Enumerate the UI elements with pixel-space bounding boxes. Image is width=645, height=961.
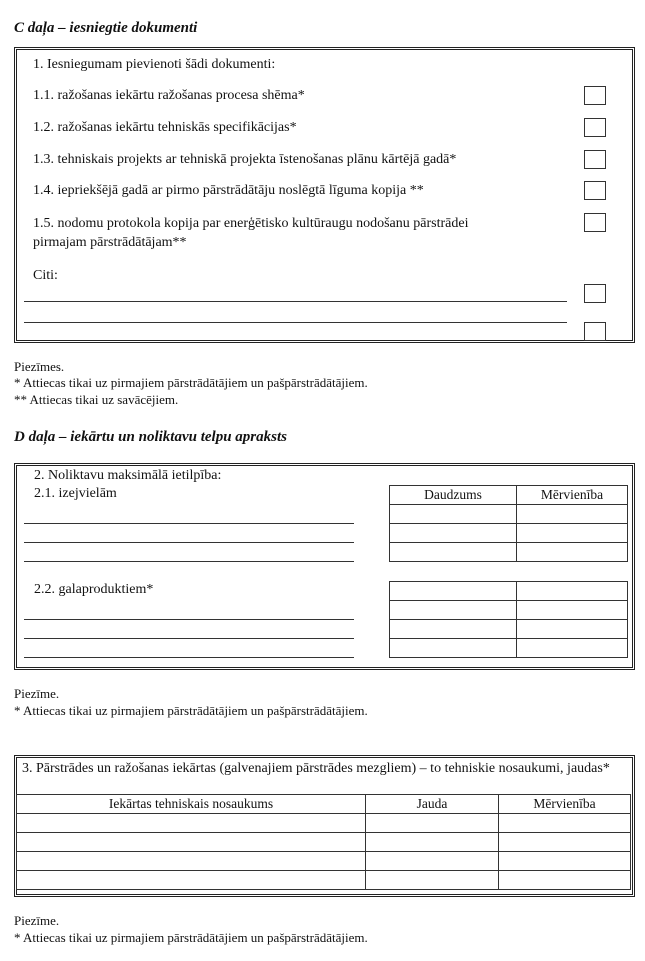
- col-unit-header: Mērvienība: [499, 795, 631, 814]
- table-row: [390, 639, 628, 658]
- col-power-header: Jauda: [366, 795, 499, 814]
- final-products-label: 2.2. galaproduktiem*: [34, 582, 154, 597]
- col-equipment-name-header: Iekārtas tehniskais nosaukums: [17, 795, 366, 814]
- quantity-cell[interactable]: [390, 639, 517, 658]
- table-row: [17, 852, 631, 871]
- section-3-note: * Attiecas tikai uz pirmajiem pārstrādātājiem un pašpārstrādātājiem.: [14, 930, 368, 945]
- unit-cell[interactable]: [517, 639, 628, 658]
- doc-item-5-checkbox[interactable]: [584, 213, 606, 232]
- col-quantity-header: Daudzums: [390, 486, 517, 505]
- section-d-note-title: Piezīme.: [14, 686, 60, 701]
- doc-item-3-label: 1.3. tehniskais projekts ar tehniskā projekta īstenošanas plānu kārtējā gadā*: [33, 152, 457, 167]
- note-first-processors: * Attiecas tikai uz pirmajiem pārstrādātājiem un pašpārstrādātājiem.: [14, 375, 368, 390]
- doc-item-2-label: 1.2. ražošanas iekārtu tehniskās specifikācijas*: [33, 120, 297, 135]
- other-2-checkbox[interactable]: [584, 322, 606, 341]
- unit-cell[interactable]: [517, 505, 628, 524]
- other-line-2[interactable]: [24, 322, 567, 323]
- warehouse-title: 2. Noliktavu maksimālā ietilpība:: [34, 468, 222, 483]
- note-collectors: ** Attiecas tikai uz savācējiem.: [14, 392, 179, 407]
- documents-title: 1. Iesniegumam pievienoti šādi dokumenti:: [33, 57, 276, 72]
- doc-item-4-label: 1.4. iepriekšējā gadā ar pirmo pārstrādātāju noslēgtā līguma kopija **: [33, 183, 424, 198]
- table-row: [17, 814, 631, 833]
- doc-item-4-checkbox[interactable]: [584, 181, 606, 200]
- quantity-cell[interactable]: [390, 582, 517, 601]
- equipment-name-cell[interactable]: [17, 833, 366, 852]
- table-row: [390, 582, 628, 601]
- doc-item-1-checkbox[interactable]: [584, 86, 606, 105]
- section-d-heading: D daļa – iekārtu un noliktavu telpu apraksts: [14, 429, 287, 445]
- other-1-checkbox[interactable]: [584, 284, 606, 303]
- section-d-note: * Attiecas tikai uz pirmajiem pārstrādātājiem un pašpārstrādātājiem.: [14, 703, 368, 718]
- final-products-table: [389, 581, 628, 658]
- table-row: [390, 620, 628, 639]
- unit-cell[interactable]: [499, 833, 631, 852]
- raw-line-1[interactable]: [24, 523, 354, 524]
- unit-cell[interactable]: [499, 852, 631, 871]
- doc-item-1-label: 1.1. ražošanas iekārtu ražošanas procesa shēma*: [33, 88, 305, 103]
- col-unit-header: Mērvienība: [517, 486, 628, 505]
- unit-cell[interactable]: [517, 601, 628, 620]
- section-c-heading: C daļa – iesniegtie dokumenti: [14, 20, 198, 36]
- raw-line-3[interactable]: [24, 561, 354, 562]
- table-row: [17, 871, 631, 890]
- final-line-1[interactable]: [24, 619, 354, 620]
- quantity-cell[interactable]: [390, 524, 517, 543]
- power-cell[interactable]: [366, 814, 499, 833]
- raw-line-2[interactable]: [24, 542, 354, 543]
- raw-materials-table: [389, 485, 628, 562]
- unit-cell[interactable]: [517, 543, 628, 562]
- table-row: [390, 505, 628, 524]
- unit-cell[interactable]: [517, 620, 628, 639]
- section-3-note-title: Piezīme.: [14, 913, 60, 928]
- other-label: Citi:: [33, 268, 58, 283]
- table-row: [390, 543, 628, 562]
- equipment-title: 3. Pārstrādes un ražošanas iekārtas (galvenajiem pārstrādes mezgliem) – to tehniskie nosaukumi, jaudas*: [22, 761, 610, 776]
- equipment-name-cell[interactable]: [17, 814, 366, 833]
- doc-item-3-checkbox[interactable]: [584, 150, 606, 169]
- equipment-name-cell[interactable]: [17, 852, 366, 871]
- quantity-cell[interactable]: [390, 601, 517, 620]
- unit-cell[interactable]: [499, 871, 631, 890]
- table-row: [390, 601, 628, 620]
- unit-cell[interactable]: [517, 582, 628, 601]
- doc-item-5-label: 1.5. nodomu protokola kopija par enerģētisko kultūraugu nodošanu pārstrādei: [33, 216, 469, 231]
- quantity-cell[interactable]: [390, 543, 517, 562]
- equipment-table: [16, 794, 631, 890]
- other-line-1[interactable]: [24, 301, 567, 302]
- unit-cell[interactable]: [517, 524, 628, 543]
- quantity-cell[interactable]: [390, 505, 517, 524]
- final-line-3[interactable]: [24, 657, 354, 658]
- power-cell[interactable]: [366, 833, 499, 852]
- equipment-name-cell[interactable]: [17, 871, 366, 890]
- doc-item-5-label-cont: pirmajam pārstrādātājam**: [33, 235, 187, 250]
- raw-materials-label: 2.1. izejvielām: [34, 486, 117, 501]
- power-cell[interactable]: [366, 852, 499, 871]
- table-row: [390, 524, 628, 543]
- quantity-cell[interactable]: [390, 620, 517, 639]
- doc-item-2-checkbox[interactable]: [584, 118, 606, 137]
- notes-title: Piezīmes.: [14, 359, 65, 374]
- final-line-2[interactable]: [24, 638, 354, 639]
- table-row: [17, 833, 631, 852]
- unit-cell[interactable]: [499, 814, 631, 833]
- power-cell[interactable]: [366, 871, 499, 890]
